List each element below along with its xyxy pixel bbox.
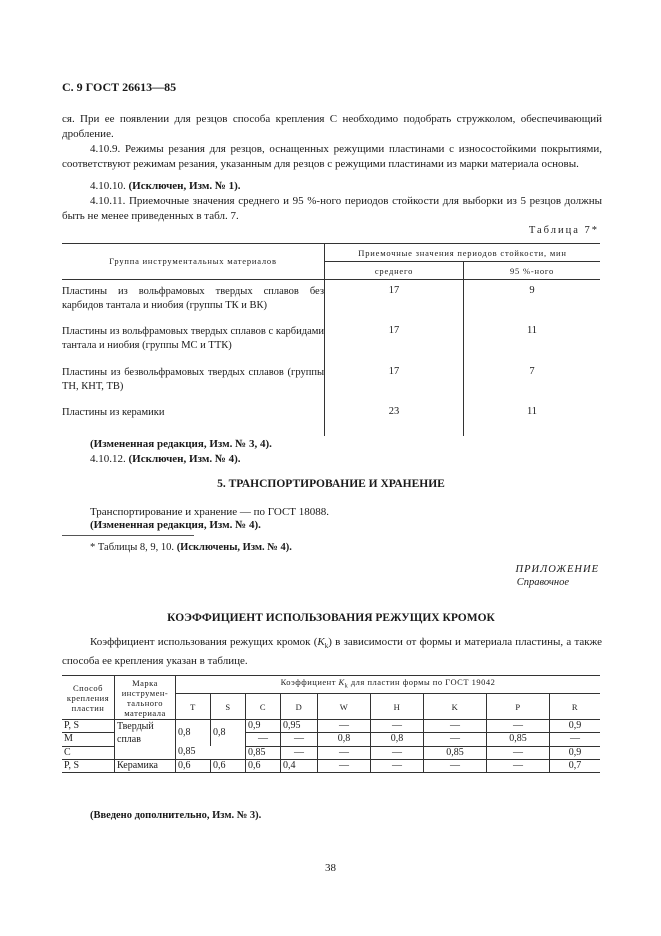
tk-cell-K: 0,85 [424, 746, 487, 759]
tk-coef-k-symbol: K [338, 677, 345, 688]
section-5-text: Транспортирование и хранение — по ГОСТ 18088. [90, 506, 330, 518]
tk-cell-P: — [487, 720, 550, 733]
tk-cell-P: 0,85 [487, 733, 550, 746]
tk-cell-H: — [371, 759, 424, 772]
table7-mean-cell: 17 [325, 280, 464, 321]
tk-cell-P: — [487, 759, 550, 772]
paragraph-4-10-9: 4.10.9. Режимы резания для резцов, оснащенных режущими пластинами с износостойкими покрытиями, соответствуют режимам резания, указанным для резцов с режущими пластинами из марки материала основы. [62, 143, 602, 170]
table7-95-cell: 7 [464, 362, 601, 404]
appendix-title: КОЭФФИЦИЕНТ ИСПОЛЬЗОВАНИЯ РЕЖУЩИХ КРОМОК [167, 612, 495, 624]
intro-part-a: Коэффициент использования режущих кромок ( [90, 636, 318, 648]
clause-status: (Исключен, Изм. № 1). [128, 180, 241, 192]
tk-form-C: C [246, 694, 281, 720]
tk-method-cell: C [62, 746, 115, 759]
table7-mean-cell: 17 [325, 362, 464, 404]
tk-cell-R: 0,9 [550, 746, 601, 759]
table7-95-cell: 11 [464, 321, 601, 362]
tk-cell-W: — [318, 720, 371, 733]
tk-cell-H: — [371, 746, 424, 759]
intro-k-subscript: k [324, 642, 329, 651]
tk-cell-D: — [281, 733, 318, 746]
coefficient-table [62, 675, 600, 773]
tk-cell-H: 0,8 [371, 733, 424, 746]
paragraph-4-10-11: 4.10.11. Приемочные значения среднего и 95 %-ного периодов стойкости для выборки из 5 резцов должны быть не менее приведенных в табл. 7. [62, 195, 602, 222]
table-row [62, 362, 600, 404]
tk-form-S: S [211, 694, 246, 720]
tk-cell-T: 0,6 [176, 759, 211, 772]
tk-cell-K: — [424, 759, 487, 772]
footnote-text: * Таблицы 8, 9, 10. [90, 542, 175, 553]
page-number: 38 [325, 862, 336, 874]
table7-95-cell: 11 [464, 404, 601, 436]
table7-group-cell: Пластины из керамики [62, 406, 165, 418]
table7-col-mean: среднего [325, 262, 464, 280]
tk-cell-C: 0,6 [246, 759, 281, 772]
paragraph-continuation: ся. При ее появлении для резцов способа крепления С необходимо подобрать стружколом, обеспечивающий дробление. [62, 113, 602, 140]
table7-col-values: Приемочные значения периодов стойкости, мин [325, 244, 601, 262]
tk-cell-W: 0,8 [318, 733, 371, 746]
table-row [62, 404, 600, 436]
tk-cell-C: 0,9 [246, 720, 281, 733]
tk-cell-C: — [246, 733, 281, 746]
tk-cell-C: 0,85 [246, 746, 281, 759]
clause-number: 4.10.12. [90, 453, 126, 465]
tk-cell-S: 0,6 [211, 759, 246, 772]
tk-cell-R: — [550, 733, 601, 746]
table7-group-cell: Пластины из вольфрамовых твердых сплавов без карбидов тантала и ниобия (группы ТК и ВК) [62, 286, 324, 311]
tk-hard-S: 0,8 [211, 720, 246, 747]
appendix-label: ПРИЛОЖЕНИЕ [515, 564, 599, 575]
tk-cell-H: — [371, 720, 424, 733]
intro-k-symbol: K [317, 636, 325, 648]
table-row [62, 280, 600, 321]
tk-grade-hard: Твердый сплав [115, 720, 176, 747]
tk-form-H: H [371, 694, 424, 720]
tk-col-method: Способ крепления пластин [62, 676, 115, 720]
tk-form-W: W [318, 694, 371, 720]
tk-cell-W: — [318, 746, 371, 759]
tk-cell-K: — [424, 733, 487, 746]
tk-cell-D: — [281, 746, 318, 759]
tk-cell-R: 0,7 [550, 759, 601, 772]
clause-number: 4.10.10. [90, 180, 126, 192]
tk-form-P: P [487, 694, 550, 720]
tk-coef-part-a: Коэффициент [280, 677, 336, 688]
tk-method-cell: P, S [62, 759, 115, 772]
paragraph-4-10-10 [62, 179, 602, 194]
tk-cell-R: 0,9 [550, 720, 601, 733]
table-7 [62, 243, 600, 436]
tk-grade-ceramic: Керамика [115, 759, 176, 772]
tk-method-cell: P, S [62, 720, 115, 733]
table7-col-group: Группа инструментальных материалов [62, 244, 325, 280]
footnote [62, 540, 602, 555]
tk-form-T: T [176, 694, 211, 720]
table-row [62, 746, 600, 759]
table-row [62, 321, 600, 362]
footnote-divider [62, 535, 194, 536]
section-5-title: 5. ТРАНСПОРТИРОВАНИЕ И ХРАНЕНИЕ [217, 478, 445, 490]
footnote-status: (Исключены, Изм. № 4). [176, 542, 292, 553]
table7-group-cell: Пластины из вольфрамовых твердых сплавов с карбидами тантала и ниобия (группы МС и ТТК) [62, 325, 324, 351]
tk-cell-D: 0,4 [281, 759, 318, 772]
table7-95-cell: 9 [464, 280, 601, 321]
table7-col-95: 95 %-ного [464, 262, 601, 280]
tk-method-cell: M [62, 733, 115, 746]
table7-mean-cell: 17 [325, 321, 464, 362]
tk-form-D: D [281, 694, 318, 720]
tk-hard-T: 0,8 [176, 720, 211, 747]
tk-col-coef [176, 676, 601, 694]
section-5-edit-note: (Измененная редакция, Изм. № 4). [90, 519, 261, 531]
intro-part-b: ) в зависимости от формы и материала пластины, а также способа ее крепления указан в таблице. [62, 636, 602, 668]
tk-cell-K: — [424, 720, 487, 733]
appendix-intro [62, 635, 602, 669]
tk-cell-D: 0,95 [281, 720, 318, 733]
clause-status: (Исключен, Изм. № 4). [128, 453, 241, 465]
tk-cell-W: — [318, 759, 371, 772]
table7-mean-cell: 23 [325, 404, 464, 436]
appendix-sub: Справочное [516, 577, 569, 588]
tk-row3-T: 0,85 [176, 746, 246, 759]
table-row [62, 759, 600, 772]
tk-grade-empty [115, 746, 176, 759]
tk-coef-k-subscript: k [344, 683, 349, 690]
page-header: С. 9 ГОСТ 26613—85 [62, 80, 177, 94]
tk-col-grade: Марка инструмен-тального материала [115, 676, 176, 720]
tk-coef-part-b: для пластин формы по ГОСТ 19042 [350, 677, 496, 688]
closing-note: (Введено дополнительно, Изм. № 3). [90, 810, 262, 821]
table7-caption: Таблица 7* [528, 225, 599, 236]
edit-note: (Измененная редакция, Изм. № 3, 4). [90, 438, 272, 450]
tk-form-K: K [424, 694, 487, 720]
paragraph-4-10-12 [62, 452, 602, 467]
tk-form-R: R [550, 694, 601, 720]
tk-cell-P: — [487, 746, 550, 759]
table-row [62, 720, 600, 733]
table7-group-cell: Пластины из безвольфрамовых твердых сплавов (группы ТН, КНТ, ТВ) [62, 366, 324, 392]
